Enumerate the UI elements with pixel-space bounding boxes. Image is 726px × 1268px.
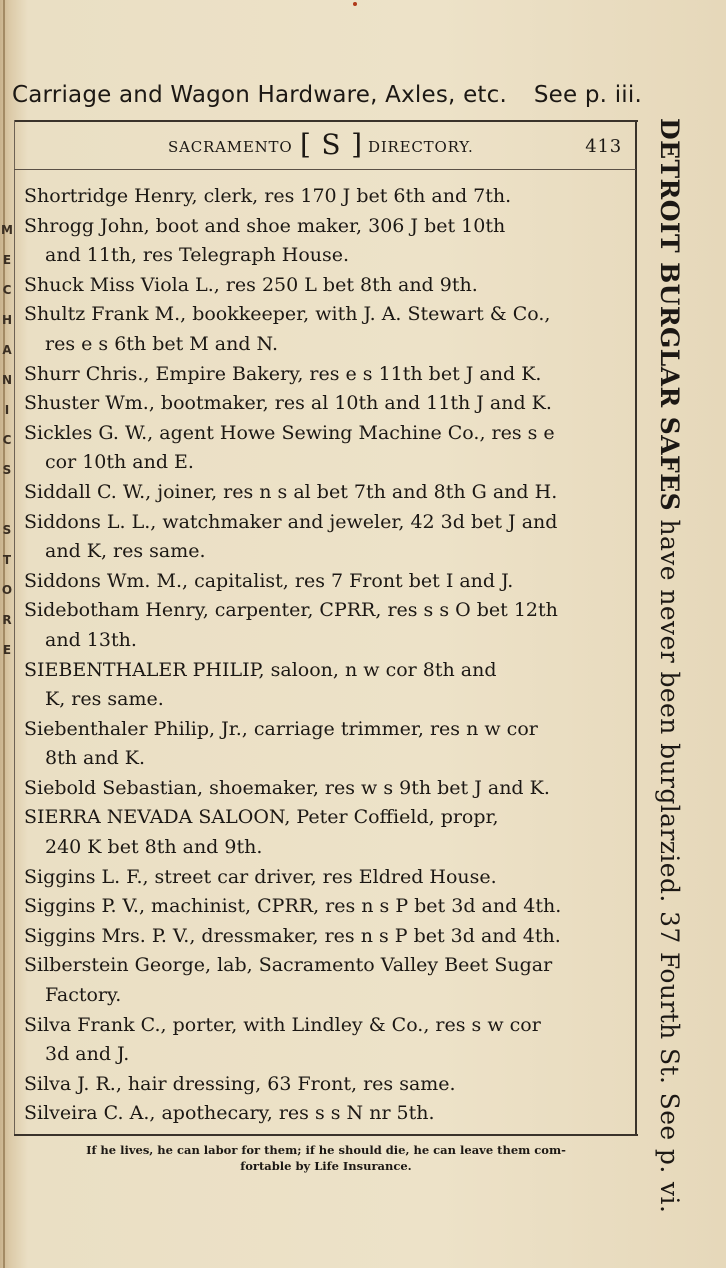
- entry-line-1: Shultz Frank M., bookkeeper, with J. A. Stewart & Co.,: [24, 303, 551, 326]
- footer-line-1: If he lives, he can labor for them; if he should die, he can leave them com-: [86, 1143, 566, 1157]
- side-letter: I: [4, 403, 10, 417]
- directory-entry: [24, 803, 628, 862]
- entry-line-2: cor 10th and E.: [45, 451, 194, 474]
- entry-line-1: SIERRA NEVADA SALOON, Peter Coffield, propr,: [24, 806, 499, 829]
- directory-entry: [24, 863, 628, 893]
- side-letter: R: [2, 613, 12, 627]
- top-ad-reference: See p. iii.: [533, 82, 642, 108]
- entry-line-1: Silva J. R., hair dressing, 63 Front, res same.: [24, 1072, 456, 1095]
- frame-rule-left: [14, 120, 15, 1136]
- entry-line-1: Silva Frank C., porter, with Lindley & Co., res s w cor: [24, 1013, 541, 1036]
- side-letter: [5, 845, 9, 875]
- entry-line-1: Shortridge Henry, clerk, res 170 J bet 6th and 7th.: [24, 185, 512, 207]
- side-letter: S: [2, 523, 12, 537]
- entry-line-2: and K, res same.: [45, 540, 206, 563]
- entry-line-2: 3d and J.: [45, 1043, 130, 1066]
- running-header: [20, 128, 630, 168]
- entry-line-1: Siebenthaler Philip, Jr., carriage trimmer, res n w cor: [24, 717, 538, 740]
- entry-line-1: SIEBENTHALER PHILIP, saloon, n w cor 8th and: [24, 658, 497, 681]
- directory-entry: [24, 478, 628, 508]
- entry-line-1: Siddons L. L., watchmaker and jeweler, 42 3d bet J and: [24, 510, 558, 533]
- side-letter: [5, 485, 9, 515]
- entry-line-1: Silberstein George, lab, Sacramento Valley Beet Sugar: [24, 954, 553, 977]
- directory-entry: [24, 951, 628, 1010]
- side-letter: M: [1, 223, 13, 237]
- top-advertisement: [12, 82, 642, 108]
- left-margin-advertisement: [0, 215, 14, 1125]
- directory-entry: [24, 715, 628, 774]
- directory-entry: [24, 1070, 628, 1100]
- entry-line-2: res e s 6th bet M and N.: [45, 332, 278, 355]
- directory-entry: [24, 182, 628, 212]
- side-letter: H: [1, 313, 13, 327]
- entry-line-1: Shuck Miss Viola L., res 250 L bet 8th and 9th.: [24, 273, 478, 296]
- directory-entry: [24, 774, 628, 804]
- directory-entry: [24, 508, 628, 567]
- side-letter: [5, 665, 9, 695]
- entry-line-1: Shrogg John, boot and shoe maker, 306 J bet 10th: [24, 214, 506, 237]
- entry-line-2: Factory.: [45, 984, 122, 1007]
- side-letter: E: [2, 253, 12, 267]
- entry-line-2: K, res same.: [45, 688, 164, 711]
- entry-line-1: Siggins L. F., street car driver, res Eldred House.: [24, 865, 497, 888]
- page-number: 413: [585, 136, 622, 157]
- frame-rule-right: [635, 120, 637, 1136]
- entry-line-2: and 13th.: [45, 628, 137, 651]
- entry-line-1: Siddons Wm. M., capitalist, res 7 Front bet I and J.: [24, 569, 514, 592]
- side-letter: S: [2, 463, 12, 477]
- directory-entry: [24, 596, 628, 655]
- entry-line-1: Siggins Mrs. P. V., dressmaker, res n s P bet 3d and 4th.: [24, 924, 561, 947]
- entry-line-1: Sickles G. W., agent Howe Sewing Machine Co., res s e: [24, 421, 555, 444]
- side-letter: C: [2, 283, 12, 297]
- side-letter: [5, 905, 9, 935]
- frame-rule-bottom: [14, 1134, 638, 1136]
- side-letter: O: [1, 583, 13, 597]
- header-city: SACRAMENTO: [168, 138, 293, 156]
- directory-entry: [24, 922, 628, 952]
- top-ad-text: Carriage and Wagon Hardware, Axles, etc.: [12, 82, 507, 108]
- side-letter: [5, 875, 9, 905]
- header-rule: [14, 169, 636, 170]
- header-directory: DIRECTORY.: [368, 138, 474, 156]
- entry-line-1: Siggins P. V., machinist, CPRR, res n s P bet 3d and 4th.: [24, 895, 562, 918]
- ink-mark: [353, 2, 357, 6]
- entry-line-2: 8th and K.: [45, 747, 146, 770]
- side-letter: E: [2, 643, 12, 657]
- directory-entry: [24, 360, 628, 390]
- directory-entry: [24, 212, 628, 271]
- side-letter: T: [2, 553, 12, 567]
- side-letter: [5, 725, 9, 755]
- entry-line-1: Sidebotham Henry, carpenter, CPRR, res s s O bet 12th: [24, 599, 558, 622]
- side-letter: [5, 935, 9, 965]
- side-letter: N: [1, 373, 13, 387]
- entry-line-1: Shurr Chris., Empire Bakery, res e s 11th bet J and K.: [24, 362, 542, 385]
- side-ad-text: have never been burglarzied. 37 Fourth St. See p. vi.: [655, 511, 684, 1214]
- directory-entry: [24, 271, 628, 301]
- right-margin-advertisement: [644, 118, 684, 1214]
- footer-advertisement: [14, 1142, 638, 1174]
- directory-entry: [24, 1099, 628, 1129]
- entry-line-1: Siddall C. W., joiner, res n s al bet 7th and 8th G and H.: [24, 480, 558, 503]
- directory-entries: [24, 182, 628, 1129]
- header-letter: [ S ]: [300, 128, 363, 161]
- directory-entry: [24, 567, 628, 597]
- side-letter: C: [2, 433, 12, 447]
- directory-entry: [24, 300, 628, 359]
- side-letter: A: [2, 343, 12, 357]
- directory-entry: [24, 389, 628, 419]
- entry-line-2: and 11th, res Telegraph House.: [45, 244, 350, 267]
- side-letter: [5, 785, 9, 815]
- directory-entry: [24, 419, 628, 478]
- entry-line-1: Shuster Wm., bootmaker, res al 10th and 11th J and K.: [24, 392, 552, 415]
- side-ad-brand: DETROIT BURGLAR SAFES: [655, 118, 684, 512]
- entry-line-1: Silveira C. A., apothecary, res s s N nr 5th.: [24, 1102, 435, 1125]
- entry-line-2: 240 K bet 8th and 9th.: [45, 836, 263, 859]
- directory-entry: [24, 892, 628, 922]
- directory-entry: [24, 656, 628, 715]
- entry-line-1: Siebold Sebastian, shoemaker, res w s 9th bet J and K.: [24, 776, 550, 799]
- directory-entry: [24, 1011, 628, 1070]
- side-letter: [5, 695, 9, 725]
- frame-rule-top: [14, 120, 638, 122]
- footer-line-2: fortable by Life Insurance.: [240, 1159, 412, 1173]
- side-letter: [5, 755, 9, 785]
- side-letter: [5, 815, 9, 845]
